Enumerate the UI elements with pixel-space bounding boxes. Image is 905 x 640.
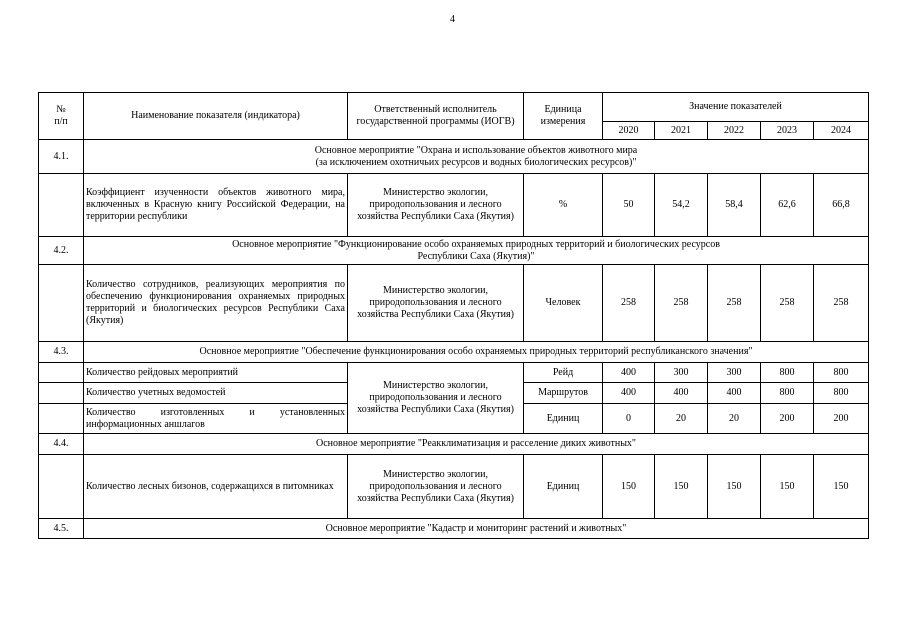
section-title: Основное мероприятие "Кадастр и мониторинг растений и животных" xyxy=(84,519,869,539)
section-title: Основное мероприятие "Функционирование особо охраняемых природных территорий и биологических ресурсов Республики Саха (Якутия)" xyxy=(84,237,869,265)
indicator-unit: Единиц xyxy=(524,455,603,519)
header-year: 2022 xyxy=(708,122,761,140)
indicator-value: 300 xyxy=(655,363,708,383)
indicator-value: 150 xyxy=(814,455,869,519)
indicator-name: Количество рейдовых мероприятий xyxy=(84,363,348,383)
indicator-value: 400 xyxy=(603,383,655,404)
section-num: 4.1. xyxy=(39,140,84,174)
row-num xyxy=(39,455,84,519)
indicator-value: 62,6 xyxy=(761,174,814,237)
indicator-name: Количество лесных бизонов, содержащихся в питомниках xyxy=(84,455,348,519)
section-title: Основное мероприятие "Реакклиматизация и расселение диких животных" xyxy=(84,434,869,455)
row-num xyxy=(39,404,84,434)
indicator-executor: Министерство экологии, природопользования и лесного хозяйства Республики Саха (Якутия) xyxy=(348,174,524,237)
indicator-value: 800 xyxy=(761,383,814,404)
indicator-unit: Рейд xyxy=(524,363,603,383)
indicator-value: 20 xyxy=(655,404,708,434)
indicator-value: 258 xyxy=(603,265,655,342)
indicator-value: 150 xyxy=(655,455,708,519)
header-name: Наименование показателя (индикатора) xyxy=(84,93,348,140)
indicator-value: 400 xyxy=(655,383,708,404)
section-row xyxy=(39,434,869,455)
indicator-row xyxy=(39,265,869,342)
row-num xyxy=(39,363,84,383)
indicator-value: 800 xyxy=(814,383,869,404)
section-row xyxy=(39,237,869,265)
header-year: 2024 xyxy=(814,122,869,140)
section-title: Основное мероприятие "Обеспечение функционирования особо охраняемых природных территорий республиканского значения" xyxy=(84,342,869,363)
row-num xyxy=(39,265,84,342)
indicator-value: 0 xyxy=(603,404,655,434)
indicator-value: 54,2 xyxy=(655,174,708,237)
section-title: Основное мероприятие "Охрана и использование объектов животного мира (за исключением охотничьих ресурсов и водных биологических ресурсов)" xyxy=(84,140,869,174)
section-num: 4.5. xyxy=(39,519,84,539)
indicator-value: 200 xyxy=(814,404,869,434)
indicator-value: 400 xyxy=(603,363,655,383)
indicator-value: 800 xyxy=(761,363,814,383)
indicator-value: 800 xyxy=(814,363,869,383)
indicator-row xyxy=(39,174,869,237)
indicator-value: 50 xyxy=(603,174,655,237)
indicator-unit: % xyxy=(524,174,603,237)
indicator-value: 300 xyxy=(708,363,761,383)
indicator-value: 258 xyxy=(761,265,814,342)
indicator-value: 150 xyxy=(603,455,655,519)
header-row xyxy=(39,93,869,122)
section-row xyxy=(39,342,869,363)
indicator-value: 58,4 xyxy=(708,174,761,237)
header-year: 2023 xyxy=(761,122,814,140)
header-year: 2021 xyxy=(655,122,708,140)
indicator-unit: Единиц xyxy=(524,404,603,434)
row-num xyxy=(39,383,84,404)
indicator-value: 66,8 xyxy=(814,174,869,237)
indicator-executor: Министерство экологии, природопользования и лесного хозяйства Республики Саха (Якутия) xyxy=(348,455,524,519)
header-unit: Единица измерения xyxy=(524,93,603,140)
row-num xyxy=(39,174,84,237)
indicator-value: 200 xyxy=(761,404,814,434)
section-num: 4.3. xyxy=(39,342,84,363)
indicator-executor: Министерство экологии, природопользования и лесного хозяйства Республики Саха (Якутия) xyxy=(348,265,524,342)
indicators-table xyxy=(38,92,869,539)
indicator-row xyxy=(39,363,869,383)
indicator-row xyxy=(39,455,869,519)
indicator-value: 258 xyxy=(708,265,761,342)
indicator-name: Количество сотрудников, реализующих мероприятия по обеспечению функционирования охраняемых природных территорий и биологических ресурсов Республики Саха (Якутия) xyxy=(84,265,348,342)
section-row xyxy=(39,140,869,174)
header-year: 2020 xyxy=(603,122,655,140)
indicator-unit: Человек xyxy=(524,265,603,342)
indicator-value: 150 xyxy=(761,455,814,519)
page-number: 4 xyxy=(450,14,455,25)
indicator-name: Коэффициент изученности объектов животного мира, включенных в Красную книгу Российской Федерации, на территории республики xyxy=(84,174,348,237)
header-num: № п/п xyxy=(39,93,84,140)
section-row xyxy=(39,519,869,539)
header-executor: Ответственный исполнитель государственной программы (ИОГВ) xyxy=(348,93,524,140)
indicator-value: 400 xyxy=(708,383,761,404)
section-num: 4.2. xyxy=(39,237,84,265)
indicator-value: 150 xyxy=(708,455,761,519)
indicator-unit: Маршрутов xyxy=(524,383,603,404)
section-num: 4.4. xyxy=(39,434,84,455)
indicator-name: Количество изготовленных и установленных информационных аншлагов xyxy=(84,404,348,434)
indicator-value: 20 xyxy=(708,404,761,434)
indicator-name: Количество учетных ведомостей xyxy=(84,383,348,404)
indicator-executor: Министерство экологии, природопользования и лесного хозяйства Республики Саха (Якутия) xyxy=(348,363,524,434)
indicator-value: 258 xyxy=(655,265,708,342)
indicator-value: 258 xyxy=(814,265,869,342)
header-values: Значение показателей xyxy=(603,93,869,122)
